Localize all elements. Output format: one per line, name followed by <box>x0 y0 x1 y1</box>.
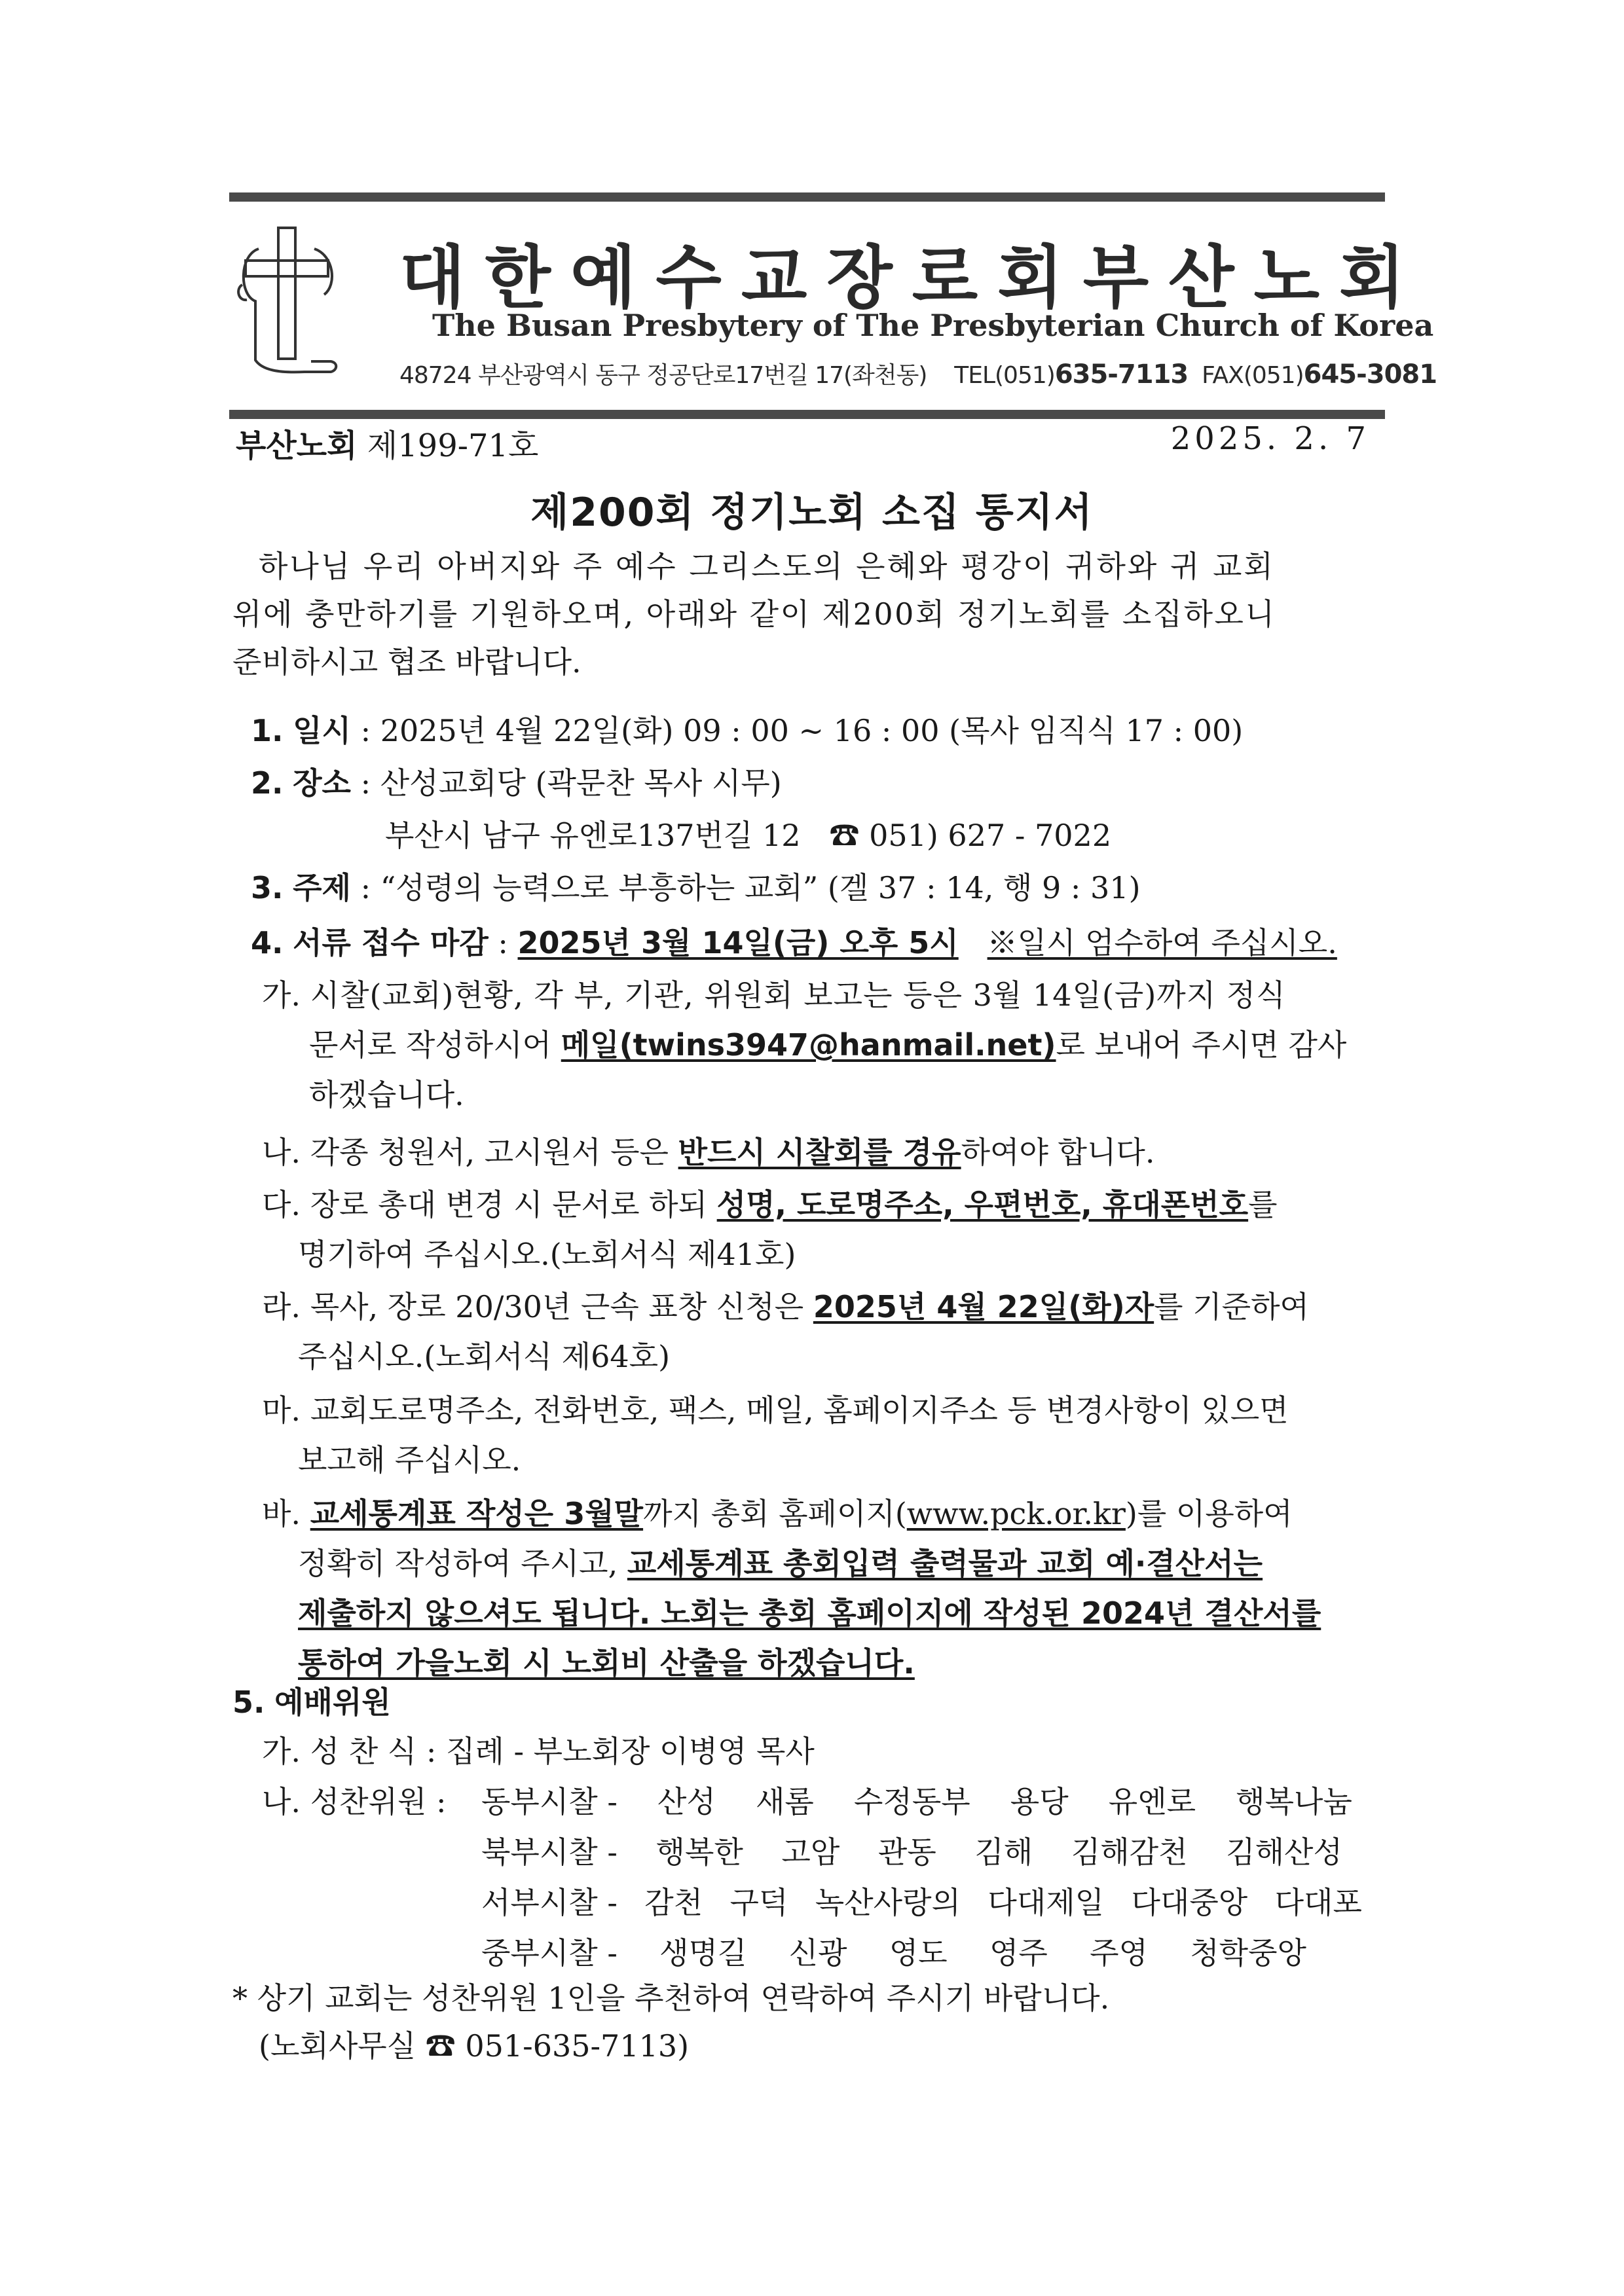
document-title: 제200회 정기노회 소집 통지서 <box>530 490 1094 536</box>
footnote-line-2 <box>259 2026 689 2066</box>
phone-icon: ☎ <box>829 818 860 853</box>
item-4-ga-line-3: 하겠습니다. <box>309 1077 464 1112</box>
footnote-office: (노회사무실 <box>259 2028 426 2064</box>
ba-emphasis-4: 통하여 가을노회 시 노회비 산출을 하겠습니다. <box>298 1645 915 1681</box>
cross-scroll-logo-icon <box>232 223 344 380</box>
ba-emphasis-2b: 교세통계표 총회입력 출력물과 교회 예·결산서는 <box>627 1546 1263 1581</box>
ra-text-a: 목사, 장로 20/30년 근속 표창 신청은 <box>310 1289 813 1324</box>
item-4-da-line-1 <box>262 1185 1278 1224</box>
church-name: 행복한 <box>655 1834 743 1870</box>
church-name: 영도 <box>889 1935 948 1971</box>
ba-text-d: )를 이용하여 <box>1125 1496 1293 1531</box>
footnote-phone: 051-635-7113) <box>455 2028 690 2064</box>
na-text-c: 하여야 합니다. <box>961 1135 1155 1170</box>
item-4-ma-line-2: 보고해 주십시오. <box>298 1442 521 1478</box>
intro-line-3: 준비하시고 협조 바랍니다. <box>232 644 581 680</box>
item-1-label: 일시 <box>293 713 351 748</box>
ga-text-1: 시찰(교회)현황, 각 부, 기관, 위원회 보고는 등은 3월 14일(금)까지 정식 <box>310 977 1286 1013</box>
church-name: 녹산사랑의 <box>815 1885 961 1920</box>
fax-label: FAX(051) <box>1202 362 1304 389</box>
district-name: 중부시찰 <box>481 1935 598 1971</box>
phone-icon: ☎ <box>425 2028 456 2064</box>
district-row: 서부시찰 - 감천 구덕 녹산사랑의 다대제일 다대중앙 다대포 <box>481 1883 1362 1922</box>
church-name: 산성 <box>657 1784 716 1819</box>
item-5-na-head <box>262 1782 447 1821</box>
item-5-na-colon: : <box>426 1784 447 1819</box>
na-text-a: 각종 청원서, 고시원서 등은 <box>310 1135 678 1170</box>
fax-number: 645-3081 <box>1303 359 1437 390</box>
church-name: 새롬 <box>755 1784 814 1819</box>
tel-number: 635-7113 <box>1054 359 1189 390</box>
item-4-ba-line-4 <box>298 1643 915 1683</box>
submission-email: 메일(twins3947@hanmail.net) <box>561 1027 1056 1063</box>
deadline-note: ※일시 엄수하여 주십시오. <box>987 925 1337 960</box>
church-name: 김해감천 <box>1071 1834 1188 1870</box>
org-contact <box>399 357 1437 390</box>
ga-text-2a: 문서로 작성하시어 <box>309 1027 561 1063</box>
item-2-num: 2. <box>251 765 284 801</box>
intro-line-1 <box>259 547 1372 586</box>
church-name: 용당 <box>1010 1784 1069 1819</box>
church-name: 김해산성 <box>1226 1834 1342 1870</box>
ba-emphasis-a: 교세통계표 작성은 3월말 <box>310 1496 644 1531</box>
item-4-num: 4. <box>251 925 284 960</box>
tel-label: TEL(051) <box>954 362 1055 389</box>
item-5-ga-label: 성 찬 식 <box>310 1734 417 1769</box>
deadline: 2025년 3월 14일(금) 오후 5시 <box>517 925 959 960</box>
district-row: 동부시찰 - 산성 새롬 수정동부 용당 유엔로 행복나눔 <box>481 1782 1352 1821</box>
item-4-ba-line-2 <box>298 1544 1263 1583</box>
da-text-a: 장로 총대 변경 시 문서로 하되 <box>310 1187 717 1222</box>
item-3 <box>251 868 1141 907</box>
ma-prefix: 마. <box>262 1393 301 1428</box>
church-name: 주영 <box>1090 1935 1148 1971</box>
item-4 <box>251 923 1337 962</box>
intro-line-2 <box>232 594 1375 634</box>
item-5-ga <box>262 1732 815 1771</box>
footnote-line-1: * 상기 교회는 성찬위원 1인을 추천하여 연락하여 주시기 바랍니다. <box>232 1980 1110 2016</box>
church-name: 다대중앙 <box>1131 1885 1248 1920</box>
ba-prefix: 바. <box>262 1496 301 1531</box>
bottom-rule <box>229 410 1385 419</box>
church-name: 구덕 <box>729 1885 788 1920</box>
district-name: 동부시찰 <box>481 1784 598 1819</box>
ba-emphasis-3: 제출하지 않으셔도 됩니다. 노회는 총회 홈페이지에 작성된 2024년 결산서를 <box>298 1595 1321 1631</box>
top-rule <box>229 192 1385 202</box>
item-5-num: 5. <box>232 1685 265 1720</box>
item-3-num: 3. <box>251 870 284 905</box>
church-name: 영주 <box>989 1935 1048 1971</box>
number: 제199-71호 <box>367 428 539 464</box>
item-4-label: 서류 접수 마감 <box>293 925 489 960</box>
da-prefix: 다. <box>262 1187 301 1222</box>
church-name: 생명길 <box>659 1935 747 1971</box>
issuer: 부산노회 <box>236 428 358 464</box>
ra-text-c: 를 기준하여 <box>1154 1289 1309 1324</box>
na-prefix: 나. <box>262 1135 301 1170</box>
document-date: 2025. 2. 7 <box>1170 420 1370 457</box>
item-5-na-label: 성찬위원 <box>310 1784 427 1819</box>
item-4-ga-line-1 <box>262 975 1375 1015</box>
ra-prefix: 라. <box>262 1289 301 1324</box>
church-name: 김해 <box>974 1834 1033 1870</box>
item-4-ga-line-2 <box>309 1025 1346 1065</box>
item-1-num: 1. <box>251 713 284 748</box>
church-name: 수정동부 <box>853 1784 970 1819</box>
intro-text-1: 하나님 우리 아버지와 주 예수 그리스도의 은혜와 평강이 귀하와 귀 교회 <box>259 549 1275 584</box>
ba-text-b: 까지 총회 홈페이지( <box>643 1496 907 1531</box>
item-1 <box>251 711 1243 750</box>
ga-text-2c: 로 보내어 주시면 감사 <box>1056 1027 1347 1063</box>
item-5-na-prefix: 나. <box>262 1784 301 1819</box>
item-2-phone: 051) 627 - 7022 <box>869 818 1112 853</box>
item-4-colon: : <box>488 925 518 960</box>
org-name-english: The Busan Presbytery of The Presbyterian Church of Korea <box>432 308 1434 343</box>
district-name: 서부시찰 <box>481 1885 598 1920</box>
item-5-label: 예배위원 <box>274 1685 391 1720</box>
item-4-ma-line-1 <box>262 1391 1289 1430</box>
church-name: 청학중앙 <box>1190 1935 1306 1971</box>
church-name: 다대제일 <box>987 1885 1105 1920</box>
item-1-text: : 2025년 4월 22일(화) 09 : 00 ~ 16 : 00 (목사 임직식 17 : 00) <box>350 713 1244 748</box>
na-emphasis: 반드시 시찰회를 경유 <box>678 1135 961 1170</box>
item-2-text: : 산성교회당 (곽문찬 목사 시무) <box>350 765 782 801</box>
org-address: 48724 부산광역시 동구 정공단로17번길 17(좌천동) <box>399 362 927 389</box>
document-number <box>236 420 538 465</box>
church-name: 감천 <box>644 1885 703 1920</box>
church-name: 관동 <box>877 1834 936 1870</box>
intro-text-2: 위에 충만하기를 기원하오며, 아래와 같이 제200회 정기노회를 소집하오니 <box>232 596 1276 632</box>
ba-text-2a: 정확히 작성하여 주시고, <box>298 1546 627 1581</box>
item-2 <box>251 763 782 803</box>
ma-text-1: 교회도로명주소, 전화번호, 팩스, 메일, 홈페이지주소 등 변경사항이 있으면 <box>310 1393 1289 1428</box>
pck-homepage-link[interactable]: www.pck.or.kr <box>906 1496 1126 1531</box>
item-5-ga-prefix: 가. <box>262 1734 301 1769</box>
da-text-c: 를 <box>1248 1187 1278 1222</box>
ra-emphasis: 2025년 4월 22일(화)자 <box>813 1289 1154 1324</box>
item-2-address <box>385 816 1111 855</box>
district-name: 북부시찰 <box>481 1834 598 1870</box>
district-row: 북부시찰 - 행복한 고암 관동 김해 김해감천 김해산성 <box>481 1832 1342 1872</box>
item-4-ra-line-1 <box>262 1287 1309 1326</box>
district-row: 중부시찰 - 생명길 신광 영도 영주 주영 청학중앙 <box>481 1933 1306 1973</box>
item-2-label: 장소 <box>293 765 351 801</box>
ga-prefix: 가. <box>262 977 301 1013</box>
item-4-ba-line-3 <box>298 1594 1321 1633</box>
item-5-ga-text: : 집례 - 부노회장 이병영 목사 <box>416 1734 815 1769</box>
item-3-label: 주제 <box>293 870 351 905</box>
item-4-na <box>262 1133 1154 1172</box>
item-5 <box>232 1683 391 1722</box>
item-3-text: : “성령의 능력으로 부흥하는 교회” (겔 37 : 14, 행 9 : 31) <box>350 870 1141 905</box>
org-name-korean: 대한예수교장로회부산노회 <box>399 238 1425 318</box>
church-name: 유엔로 <box>1108 1784 1196 1819</box>
item-2-address-text: 부산시 남구 유엔로137번길 12 <box>385 818 801 853</box>
da-emphasis: 성명, 도로명주소, 우편번호, 휴대폰번호 <box>716 1187 1249 1222</box>
church-name: 신광 <box>788 1935 847 1971</box>
church-name: 고암 <box>781 1834 840 1870</box>
item-4-ba-line-1 <box>262 1494 1293 1533</box>
church-name: 행복나눔 <box>1236 1784 1352 1819</box>
item-4-da-line-2: 명기하여 주십시오.(노회서식 제41호) <box>298 1237 796 1272</box>
item-4-ra-line-2: 주십시오.(노회서식 제64호) <box>298 1339 671 1374</box>
church-name: 다대포 <box>1274 1885 1362 1920</box>
